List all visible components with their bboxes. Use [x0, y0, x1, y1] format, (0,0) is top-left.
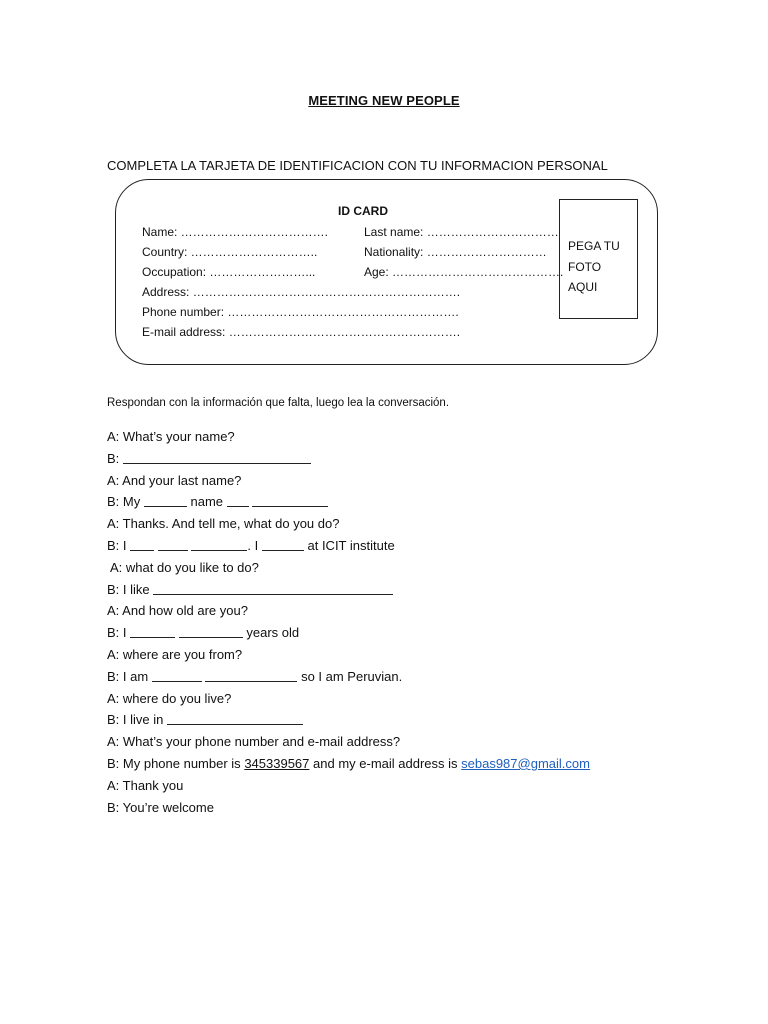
blank-line	[144, 491, 187, 507]
dialogue-line	[107, 731, 590, 753]
last-name-field: Last name: ……………………………	[364, 225, 559, 239]
dialogue-line	[107, 709, 590, 731]
dialogue-line	[107, 470, 590, 492]
dialogue-text: so I am Peruvian.	[301, 668, 403, 684]
phone-number: 345339567	[244, 755, 310, 771]
dialogue-line	[107, 535, 590, 557]
dialogue-text: B: I live in	[107, 712, 164, 728]
conversation-instruction: Respondan con la información que falta, luego lea la conversación.	[107, 397, 450, 409]
dialogue-text: A: what do you like to do?	[110, 559, 259, 575]
dialogue-line	[107, 644, 590, 666]
email-link[interactable]: sebas987@gmail.com	[461, 755, 590, 771]
dialogue-text: B: I like	[107, 581, 150, 597]
dialogue-text: years old	[246, 625, 300, 641]
blank-line	[179, 622, 243, 638]
occupation-field: Occupation: ……………………...	[142, 265, 316, 279]
conversation	[107, 426, 590, 818]
dialogue-text: A: And your last name?	[107, 472, 242, 488]
blank-line	[227, 491, 249, 507]
dialogue-line	[107, 557, 590, 579]
photo-label: PEGA TU FOTO AQUI	[568, 239, 620, 294]
blank-line	[130, 622, 175, 638]
card-instruction: COMPLETA LA TARJETA DE IDENTIFICACION CON TU INFORMACION PERSONAL	[107, 158, 608, 173]
dialogue-text: A: where do you live?	[107, 690, 232, 706]
dialogue-line	[107, 775, 590, 797]
email-field: E-mail address: ………………………………………………….	[142, 325, 461, 339]
dialogue-line	[107, 797, 590, 819]
country-field: Country: …………………………..	[142, 245, 318, 259]
dialogue-line	[107, 579, 590, 601]
blank-line	[123, 448, 311, 464]
dialogue-line	[107, 600, 590, 622]
blank-line	[205, 666, 297, 682]
dialogue-text: A: And how old are you?	[107, 603, 248, 619]
dialogue-text: A: Thanks. And tell me, what do you do?	[107, 516, 340, 532]
dialogue-text: name	[190, 494, 224, 510]
dialogue-text: B: I	[107, 625, 127, 641]
dialogue-line	[107, 448, 590, 470]
dialogue-text: A: where are you from?	[107, 646, 243, 662]
dialogue-text: A: Thank you	[107, 777, 184, 793]
blank-line	[191, 535, 247, 551]
blank-line	[252, 491, 328, 507]
phone-field: Phone number: ………………………………………………….	[142, 305, 459, 319]
blank-line	[152, 666, 202, 682]
dialogue-text: B:	[107, 450, 120, 466]
blank-line	[153, 579, 393, 595]
blank-line	[262, 535, 304, 551]
dialogue-text: and my e-mail address is	[313, 755, 458, 771]
dialogue-line	[107, 753, 590, 775]
page-title: MEETING NEW PEOPLE	[308, 93, 460, 108]
nationality-field: Nationality: …………………………	[364, 245, 547, 259]
dialogue-line	[107, 513, 590, 535]
dialogue-text: B: I	[107, 537, 127, 553]
dialogue-text: B: I am	[107, 668, 149, 684]
address-field: Address: ………………………………………………………….	[142, 285, 461, 299]
dialogue-text: . I	[247, 537, 259, 553]
id-card-title: ID CARD	[338, 204, 388, 218]
dialogue-text: at ICIT institute	[307, 537, 395, 553]
blank-line	[130, 535, 154, 551]
dialogue-text: B: My	[107, 494, 141, 510]
name-field: Name: ……………………………….	[142, 225, 329, 239]
dialogue-text: A: What’s your phone number and e-mail address?	[107, 734, 401, 750]
dialogue-line	[107, 688, 590, 710]
blank-line	[158, 535, 188, 551]
dialogue-text: B: My phone number is	[107, 755, 241, 771]
age-field: Age: …………………………………….	[364, 265, 564, 279]
dialogue-text: A: What’s your name?	[107, 429, 235, 444]
dialogue-line	[107, 622, 590, 644]
dialogue-text: B: You’re welcome	[107, 799, 214, 815]
blank-line	[167, 709, 303, 725]
dialogue-line	[107, 491, 590, 513]
dialogue-line	[107, 666, 590, 688]
dialogue-line	[107, 426, 590, 448]
